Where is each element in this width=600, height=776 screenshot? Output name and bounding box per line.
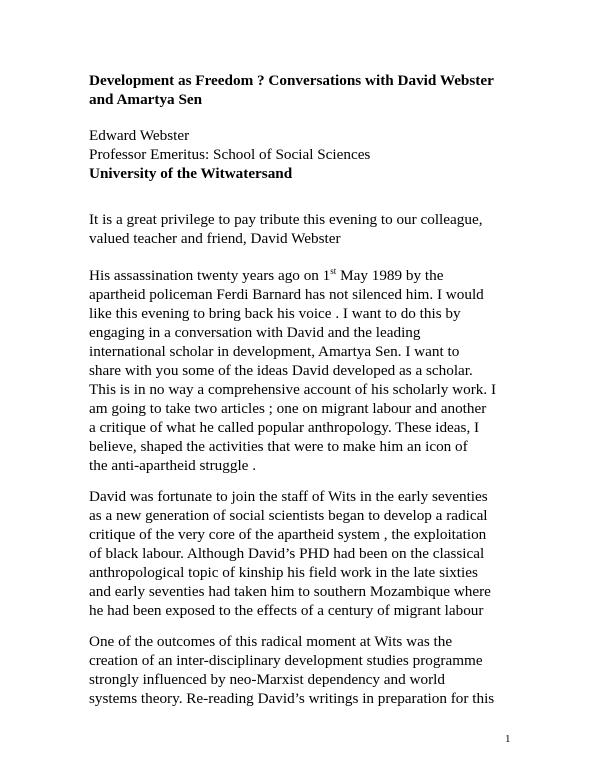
paragraph-1 bbox=[89, 210, 559, 248]
paragraph-4 bbox=[89, 632, 559, 708]
text-line: am going to take two articles ; one on migrant labour and another bbox=[89, 400, 487, 417]
text-fragment: May 1989 by the bbox=[336, 267, 444, 284]
text-line: believe, shaped the activities that were to make him an icon of bbox=[89, 438, 468, 455]
superscript: st bbox=[330, 266, 337, 276]
text-line: creation of an inter-disciplinary development studies programme bbox=[89, 652, 483, 669]
paragraph-2 bbox=[89, 266, 559, 475]
text-line: David was fortunate to join the staff of Wits in the early seventies bbox=[89, 488, 488, 505]
text-line: This is in no way a comprehensive account of his scholarly work. I bbox=[89, 381, 497, 398]
text-line: as a new generation of social scientists began to develop a radical bbox=[89, 507, 488, 524]
text-line: the anti-apartheid struggle . bbox=[89, 457, 257, 474]
text-line bbox=[89, 266, 559, 285]
title-line: Development as Freedom ? Conversations with David Webster bbox=[89, 72, 494, 89]
text-line: of black labour. Although David’s PHD had been on the classical bbox=[89, 545, 485, 562]
text-line: international scholar in development, Amartya Sen. I want to bbox=[89, 343, 460, 360]
text-line: a critique of what he called popular anthropology. These ideas, I bbox=[89, 419, 480, 436]
text-line: anthropological topic of kinship his field work in the late sixties bbox=[89, 564, 478, 581]
text-line: apartheid policeman Ferdi Barnard has not silenced him. I would bbox=[89, 286, 484, 303]
text-line: share with you some of the ideas David developed as a scholar. bbox=[89, 362, 473, 379]
text-fragment: His assassination twenty years ago on 1 bbox=[89, 267, 331, 284]
text-line: One of the outcomes of this radical moment at Wits was the bbox=[89, 633, 453, 650]
document-title bbox=[89, 71, 549, 109]
page-number: 1 bbox=[505, 733, 511, 745]
author-institution: University of the Witwatersand bbox=[89, 165, 293, 182]
text-line: valued teacher and friend, David Webster bbox=[89, 230, 341, 247]
text-line: critique of the very core of the apartheid system , the exploitation bbox=[89, 526, 487, 543]
text-line: like this evening to bring back his voice . I want to do this by bbox=[89, 305, 461, 322]
text-line: strongly influenced by neo-Marxist dependency and world bbox=[89, 671, 445, 688]
text-line: engaging in a conversation with David and the leading bbox=[89, 324, 421, 341]
text-line: It is a great privilege to pay tribute this evening to our colleague, bbox=[89, 211, 483, 228]
paragraph-3 bbox=[89, 487, 559, 620]
text-line: systems theory. Re-reading David’s writings in preparation for this bbox=[89, 690, 495, 707]
author-position: Professor Emeritus: School of Social Sciences bbox=[89, 146, 371, 163]
title-line: and Amartya Sen bbox=[89, 91, 203, 108]
author-block bbox=[89, 126, 549, 183]
author-name: Edward Webster bbox=[89, 127, 190, 144]
text-line: he had been exposed to the effects of a century of migrant labour bbox=[89, 602, 484, 619]
text-line: and early seventies had taken him to southern Mozambique where bbox=[89, 583, 491, 600]
